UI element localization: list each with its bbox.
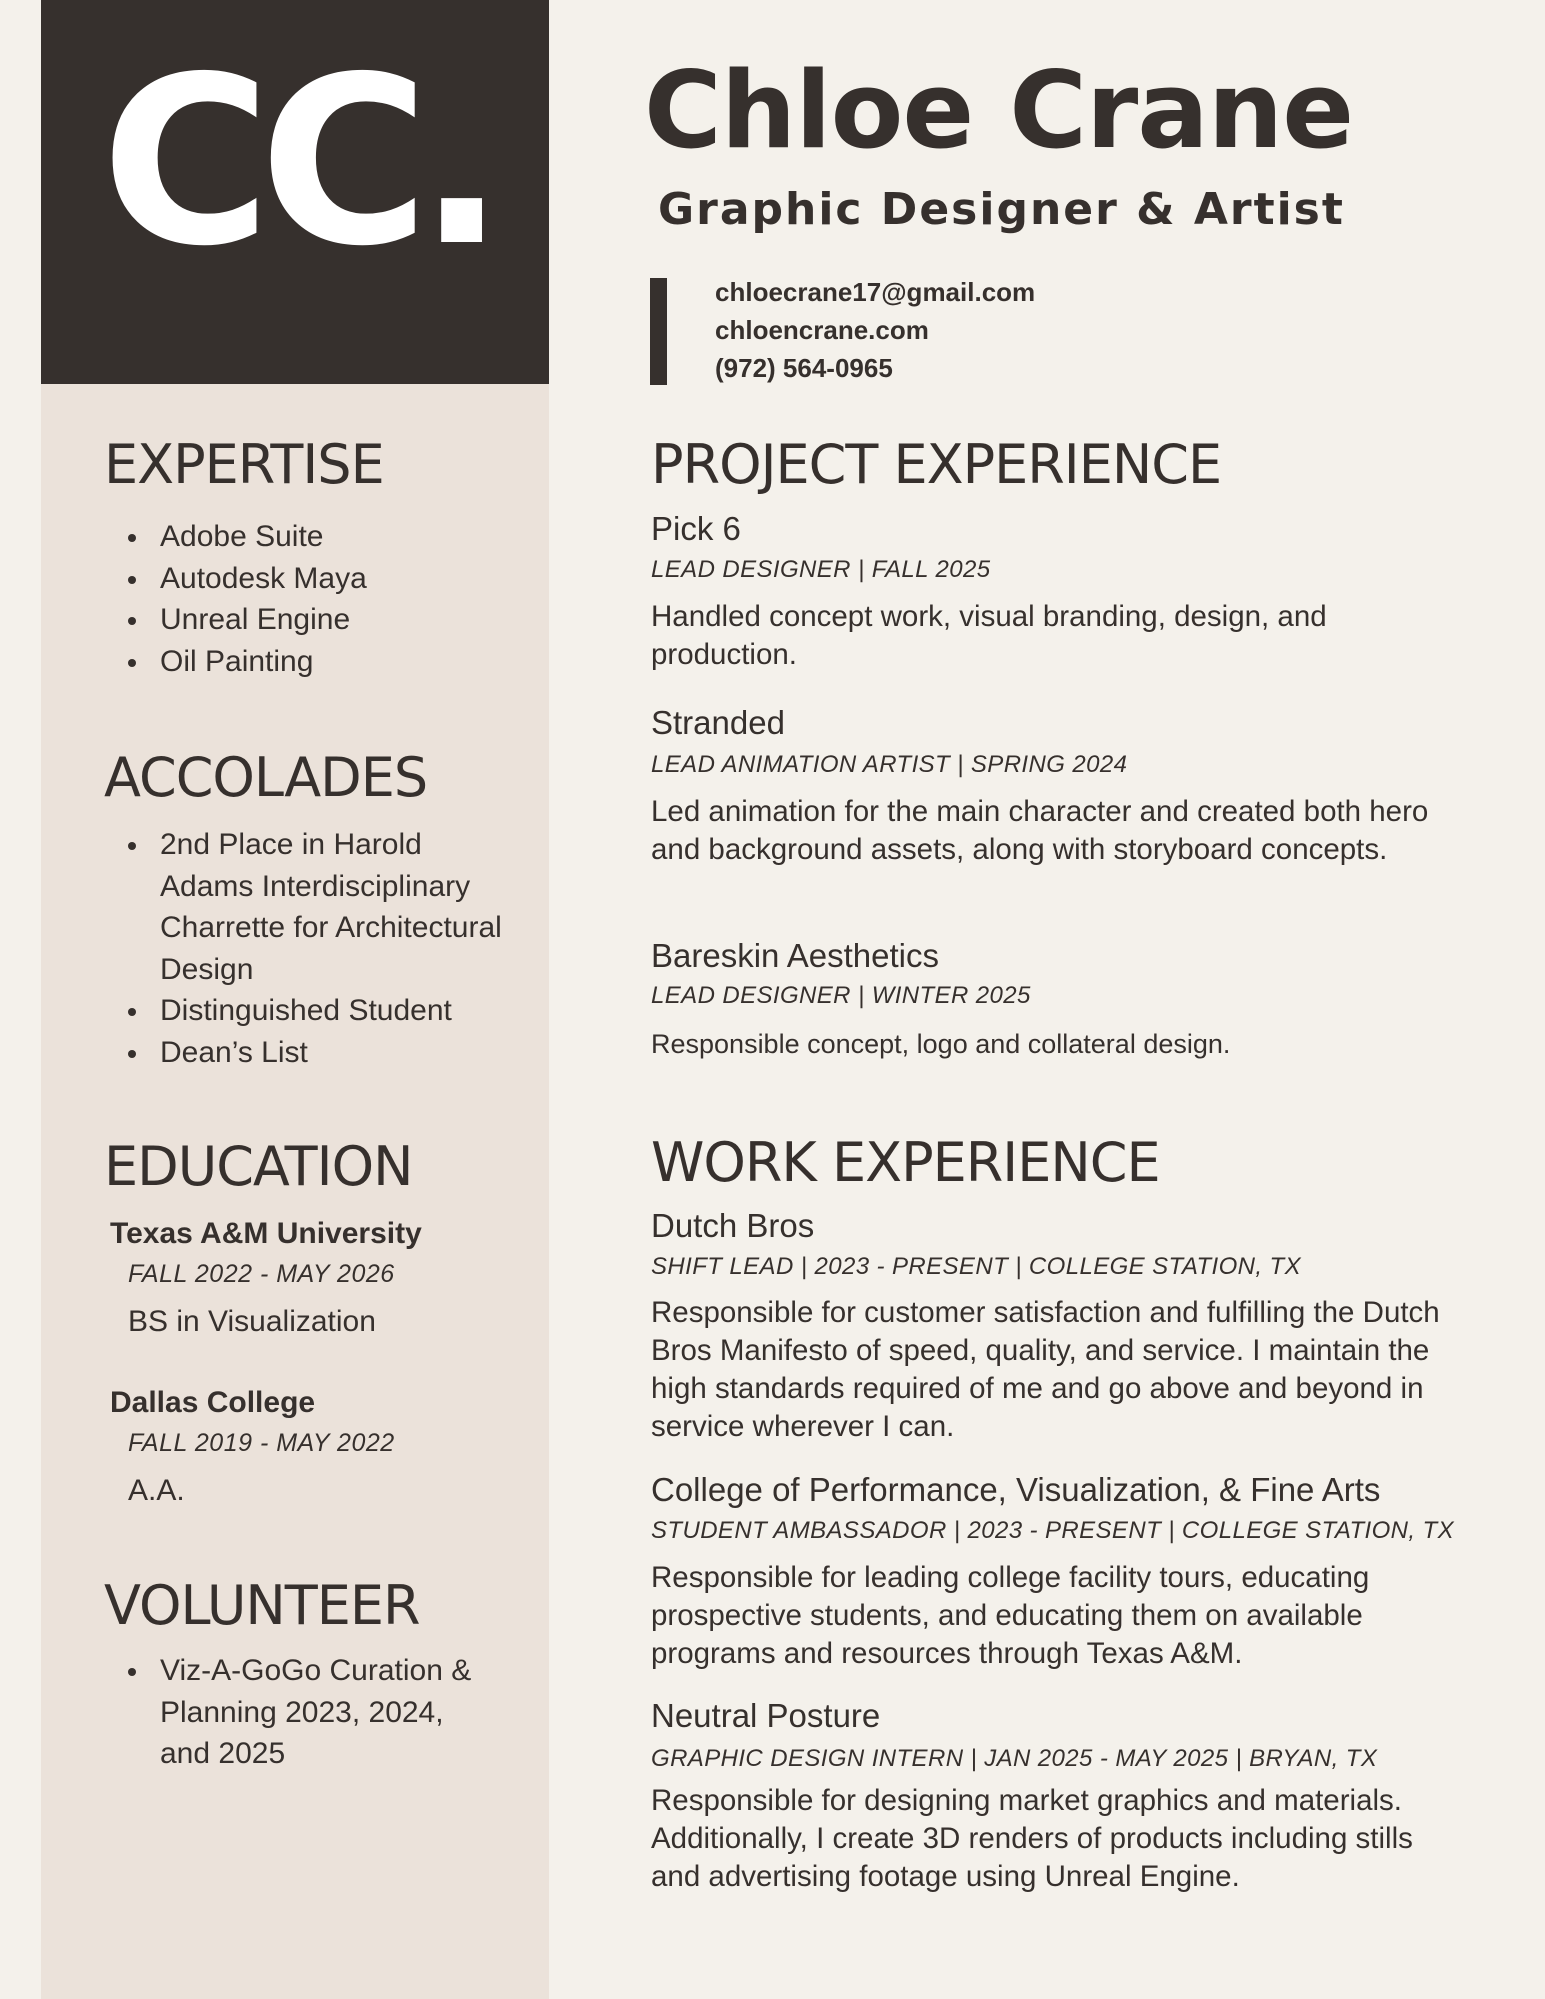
job-entry-description: Responsible for leading college facility tours, educating prospective students, and educating them on available programs and resources through Texas A&M. [651,1561,1370,1670]
list-item: Unreal Engine [142,599,367,641]
name-title: Chloe Crane [644,49,1354,172]
education-school: Texas A&M University [110,1217,422,1250]
expertise-heading: EXPERTISE [104,433,384,496]
sidebar [41,0,549,1999]
job-entry-description: Responsible for designing market graphics and materials. Additionally, I create 3D renders of products including stills and advertising footage using Unreal Engine. [651,1784,1413,1893]
project-description: Handled concept work, visual branding, design, and production. [651,600,1327,671]
education-degree: BS in Visualization [128,1305,376,1338]
monogram: CC. [101,27,494,297]
project-meta: LEAD ANIMATION ARTIST | SPRING 2024 [651,751,1128,778]
job-entry-meta: SHIFT LEAD | 2023 - PRESENT | COLLEGE STATION, TX [651,1253,1301,1280]
job-title: Graphic Designer & Artist [658,184,1345,235]
education-degree: A.A. [128,1474,185,1507]
education-heading: EDUCATION [104,1135,413,1198]
volunteer-heading: VOLUNTEER [104,1574,420,1637]
volunteer-list [142,1650,482,1775]
job-entry-meta: GRAPHIC DESIGN INTERN | JAN 2025 - MAY 2025 | BRYAN, TX [651,1745,1378,1772]
list-item: 2nd Place in Harold Adams Interdisciplinary Charrette for Architectural Design [142,824,512,990]
job-entry-title: College of Performance, Visualization, & Fine Arts [651,1471,1381,1508]
education-dates: FALL 2022 - MAY 2026 [128,1260,395,1288]
expertise-list [142,516,367,682]
project-description: Responsible concept, logo and collateral design. [651,1029,1231,1059]
work-heading: WORK EXPERIENCE [651,1131,1160,1194]
project-title: Pick 6 [651,510,741,547]
education-dates: FALL 2019 - MAY 2022 [128,1429,395,1457]
project-description: Led animation for the main character and created both hero and background assets, along with storyboard concepts. [651,795,1429,866]
education-school: Dallas College [110,1386,316,1419]
accolades-list [142,824,512,1074]
list-item: Distinguished Student [142,990,512,1032]
list-item: Viz-A-GoGo Curation & Planning 2023, 2024, and 2025 [142,1650,482,1775]
job-entry-meta: STUDENT AMBASSADOR | 2023 - PRESENT | COLLEGE STATION, TX [651,1517,1454,1544]
job-entry-description: Responsible for customer satisfaction and fulfilling the Dutch Bros Manifesto of speed, quality, and service. I maintain the high standards required of me and go above and beyond in service wherever I can. [651,1296,1440,1443]
project-title: Bareskin Aesthetics [651,937,939,974]
list-item: Autodesk Maya [142,558,367,600]
list-item: Adobe Suite [142,516,367,558]
website-link[interactable]: chloencrane.com [715,315,929,345]
project-title: Stranded [651,704,785,741]
job-entry-title: Neutral Posture [651,1697,881,1734]
phone-number: (972) 564-0965 [715,353,893,383]
job-entry-title: Dutch Bros [651,1207,815,1244]
project-meta: LEAD DESIGNER | WINTER 2025 [651,982,1031,1009]
accolades-heading: ACCOLADES [104,746,428,809]
list-item: Oil Painting [142,641,367,683]
list-item: Dean’s List [142,1032,512,1074]
project-meta: LEAD DESIGNER | FALL 2025 [651,556,991,583]
contact-accent-bar [650,278,667,385]
monogram-block [41,0,549,384]
projects-heading: PROJECT EXPERIENCE [651,433,1222,496]
email-link[interactable]: chloecrane17@gmail.com [715,277,1036,307]
